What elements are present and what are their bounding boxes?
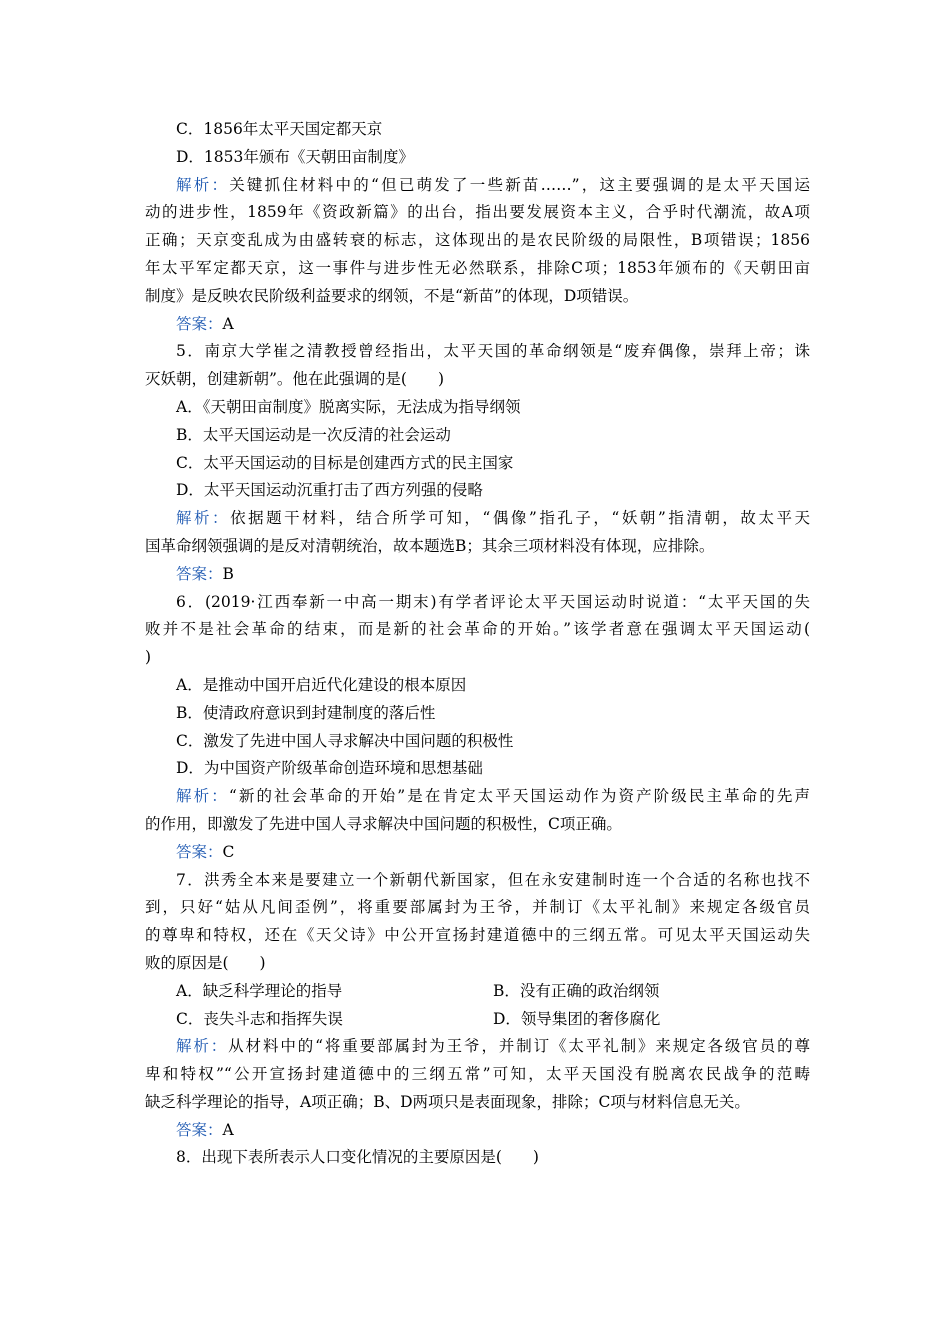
- analysis-line: 动的进步性，1859年《资政新篇》的出台，指出要发展资本主义，合乎时代潮流，故A项: [145, 203, 810, 222]
- answer-label: 答案：: [176, 564, 223, 583]
- option-b: B．没有正确的政治纲领: [493, 981, 660, 1000]
- answer-label: 答案：: [176, 842, 223, 861]
- analysis-line: 解析：关键抓住材料中的“但已萌发了一些新苗……”，这主要强调的是太平天国运: [176, 175, 810, 194]
- option-b: B．使清政府意识到封建制度的落后性: [176, 703, 436, 722]
- question-stem-line: 败并不是社会革命的结束，而是新的社会革命的开始。”该学者意在强调太平天国运动(: [145, 620, 810, 639]
- option-d: D．领导集团的奢侈腐化: [493, 1009, 661, 1028]
- question-8: [145, 1144, 810, 1172]
- answer-label: 答案：: [176, 314, 223, 333]
- question-7: [145, 867, 810, 1145]
- analysis-label: 解析：: [176, 175, 230, 194]
- question-stem-line: 5．南京大学崔之清教授曾经指出，太平天国的革命纲领是“废弃偶像，崇拜上帝；诛: [176, 342, 810, 361]
- option-d: D．太平天国运动沉重打击了西方列强的侵略: [176, 481, 483, 500]
- analysis-label: 解析：: [176, 1037, 229, 1056]
- option-a: A．《天朝田亩制度》脱离实际，无法成为指导纲领: [176, 397, 521, 416]
- question-5: [145, 338, 810, 588]
- question-stem-line: 到，只好“姑从凡间歪例”，将重要部属封为王爷，并制订《太平礼制》来规定各级官员: [145, 898, 810, 917]
- analysis-line: 解析：从材料中的“将重要部属封为王爷，并制订《太平礼制》来规定各级官员的尊: [176, 1037, 810, 1056]
- answer-value: A: [222, 314, 234, 333]
- answer-value: B: [222, 564, 234, 583]
- option-c: C．激发了先进中国人寻求解决中国问题的积极性: [176, 731, 514, 750]
- answer-value: C: [222, 842, 235, 861]
- question-stem-line: 败的原因是( ): [145, 953, 266, 972]
- answer-value: A: [222, 1120, 234, 1139]
- question-6: [145, 589, 810, 867]
- question-stem-line: 7．洪秀全本来是要建立一个新朝代新国家，但在永安建制时连一个合适的名称也找不: [176, 870, 810, 889]
- analysis-line: 解析：依据题干材料，结合所学可知，“偶像”指孔子，“妖朝”指清朝，故太平天: [176, 509, 810, 528]
- document-body: [145, 116, 810, 1172]
- answer-line: [145, 839, 810, 867]
- option-a: A．是推动中国开启近代化建设的根本原因: [176, 675, 467, 694]
- option-d: D．1853年颁布《天朝田亩制度》: [176, 147, 414, 166]
- question-stem-line: 8．出现下表所表示人口变化情况的主要原因是( ): [176, 1148, 539, 1167]
- option-b: B．太平天国运动是一次反清的社会运动: [176, 425, 451, 444]
- analysis-line: 国革命纲领强调的是反对清朝统治，故本题选B；其余三项材料没有体现，应排除。: [145, 536, 715, 555]
- option-row: [145, 978, 810, 1006]
- option-c: C．丧失斗志和指挥失误: [176, 1009, 343, 1028]
- analysis-line: 制度》是反映农民阶级利益要求的纲领，不是“新苗”的体现，D项错误。: [145, 286, 639, 305]
- answer-line: [145, 561, 810, 589]
- answer-line: [145, 1117, 810, 1145]
- answer-label: 答案：: [176, 1120, 223, 1139]
- question-stem-line: ): [145, 648, 152, 667]
- analysis-line: 正确；天京变乱成为由盛转衰的标志，这体现出的是农民阶级的局限性，B项错误；1856: [145, 231, 810, 250]
- option-c: C．太平天国运动的目标是创建西方式的民主国家: [176, 453, 514, 472]
- option-row: [145, 1006, 810, 1034]
- analysis-line: 卑和特权”“公开宣扬封建道德中的三纲五常”可知，太平天国没有脱离农民战争的范畴: [145, 1065, 810, 1084]
- answer-line: [145, 311, 810, 339]
- question-stem-line: 灭妖朝，创建新朝”。他在此强调的是( ): [145, 370, 445, 389]
- analysis-label: 解析：: [176, 509, 231, 528]
- analysis-line: 年太平军定都天京，这一事件与进步性无必然联系，排除C项；1853年颁布的《天朝田亩: [145, 258, 810, 277]
- analysis-label: 解析：: [176, 787, 229, 806]
- option-d: D．为中国资产阶级革命创造环境和思想基础: [176, 759, 483, 778]
- option-a: A．缺乏科学理论的指导: [176, 981, 343, 1000]
- analysis-line: 解析：“新的社会革命的开始”是在肯定太平天国运动作为资产阶级民主革命的先声: [176, 787, 810, 806]
- analysis-line: 的作用，即激发了先进中国人寻求解决中国问题的积极性，C项正确。: [145, 814, 622, 833]
- question-stem-line: 6．(2019·江西奉新一中高一期末)有学者评论太平天国运动时说道：“太平天国的失: [176, 592, 810, 611]
- analysis-line: 缺乏科学理论的指导，A项正确；B、D两项只是表面现象，排除；C项与材料信息无关。: [145, 1092, 750, 1111]
- question-stem-line: 的尊卑和特权，还在《天父诗》中公开宣扬封建道德中的三纲五常。可见太平天国运动失: [145, 926, 810, 945]
- option-c: C．1856年太平天国定都天京: [176, 120, 383, 138]
- question-4-tail: [145, 116, 810, 338]
